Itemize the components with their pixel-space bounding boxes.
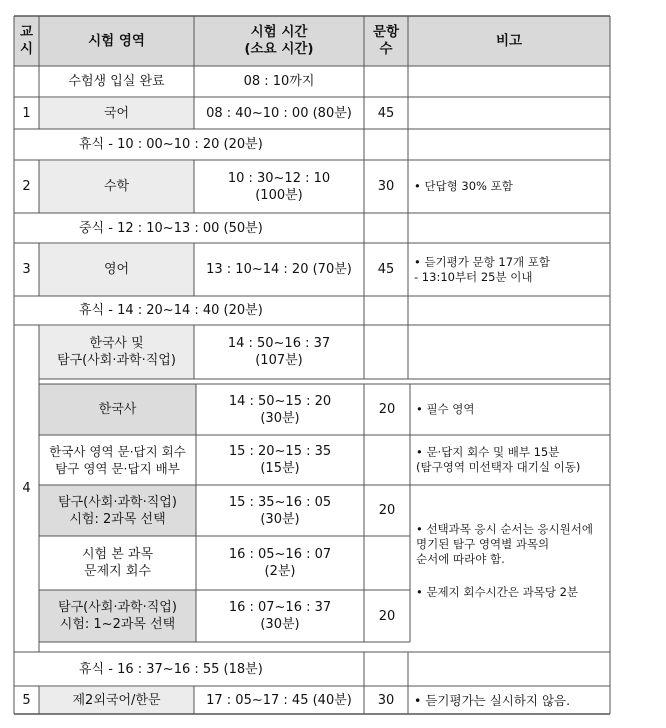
period-1-number: 1 xyxy=(22,105,31,121)
period-4-sub-note: • 문·답지 회수 및 배부 15분 (탐구영역 미선택자 대기실 이동) xyxy=(416,445,581,474)
period-1-time: 08 : 40~10 : 00 (80분) xyxy=(206,105,352,121)
period-4-sub-area: 탐구(사회·과학·직업) 시험: 2과목 선택 xyxy=(58,494,177,527)
entry-label: 수험생 입실 완료 xyxy=(68,74,165,89)
period-4-sub-count: 20 xyxy=(378,608,396,624)
header-period: 교 시 xyxy=(19,24,34,57)
header-count: 문항 수 xyxy=(372,24,400,57)
period-4-sub-area: 탐구(사회·과학·직업) 시험: 1~2과목 선택 xyxy=(58,600,177,632)
period-2-time: 10 : 30~12 : 10 (100분) xyxy=(227,170,331,203)
period-3-note: • 듣기평가 문항 17개 포함 - 13:10부터 25분 이내 xyxy=(414,254,551,284)
period-4-number: 4 xyxy=(22,481,31,496)
header-note: 비고 xyxy=(495,32,523,49)
period-4-summary-area: 한국사 및 탐구(사회·과학·직업) xyxy=(57,336,176,368)
period-3-area: 영어 xyxy=(103,262,130,277)
break-3: 휴식 - 16 : 37~16 : 55 (18분) xyxy=(79,661,263,677)
period-2-number: 2 xyxy=(22,179,31,194)
period-4-summary-time: 14 : 50~16 : 37 (107분) xyxy=(227,336,331,368)
period-5-area: 제2외국어/한문 xyxy=(72,692,161,708)
period-4-note-collect: • 문제지 회수시간은 과목당 2분 xyxy=(416,584,579,599)
header-area: 시험 영역 xyxy=(88,32,145,49)
period-2-note: • 단답형 30% 포함 xyxy=(414,179,513,193)
period-4-sub-count: 20 xyxy=(378,402,396,417)
lunch-break: 중식 - 12 : 10~13 : 00 (50분) xyxy=(79,220,263,236)
period-5-number: 5 xyxy=(22,692,31,708)
period-4-sub-area: 시험 본 과목 문제지 회수 xyxy=(81,547,154,579)
period-4-sub-time: 15 : 20~15 : 35 (15분) xyxy=(228,444,332,476)
period-4-sub-time: 16 : 07~16 : 37 (30분) xyxy=(228,600,332,632)
header-time: 시험 시간 (소요 시간) xyxy=(244,24,314,57)
period-4-sub-count: 20 xyxy=(378,503,396,518)
period-5-note: • 듣기평가는 실시하지 않음. xyxy=(414,692,571,708)
period-2-area: 수학 xyxy=(103,179,130,194)
period-5-count: 30 xyxy=(377,692,395,708)
period-4-sub-time: 14 : 50~15 : 20 (30분) xyxy=(228,393,332,426)
break-2: 휴식 - 14 : 20~14 : 40 (20분) xyxy=(79,303,263,318)
period-1-count: 45 xyxy=(377,105,395,121)
period-4-sub-note: • 필수 영역 xyxy=(416,402,475,416)
period-2-count: 30 xyxy=(377,179,395,194)
period-4-sub-time: 16 : 05~16 : 07 (2분) xyxy=(228,547,332,579)
period-4-sub-area: 한국사 영역 문·답지 회수 탐구 영역 문·답지 배부 xyxy=(49,444,186,476)
period-5-time: 17 : 05~17 : 45 (40분) xyxy=(206,692,352,708)
period-1-area: 국어 xyxy=(103,105,130,121)
period-3-number: 3 xyxy=(22,262,31,277)
period-3-count: 45 xyxy=(377,262,395,277)
period-4-note-order: • 선택과목 응시 순서는 응시원서에 명기된 탐구 영역별 과목의 순서에 따라야 함. xyxy=(416,521,593,566)
entry-time: 08 : 10까지 xyxy=(243,74,315,89)
period-4-sub-area: 한국사 xyxy=(98,402,137,417)
period-3-time: 13 : 10~14 : 20 (70분) xyxy=(206,262,352,277)
break-1: 휴식 - 10 : 00~10 : 20 (20분) xyxy=(79,137,263,152)
period-4-sub-time: 15 : 35~16 : 05 (30분) xyxy=(228,494,332,527)
